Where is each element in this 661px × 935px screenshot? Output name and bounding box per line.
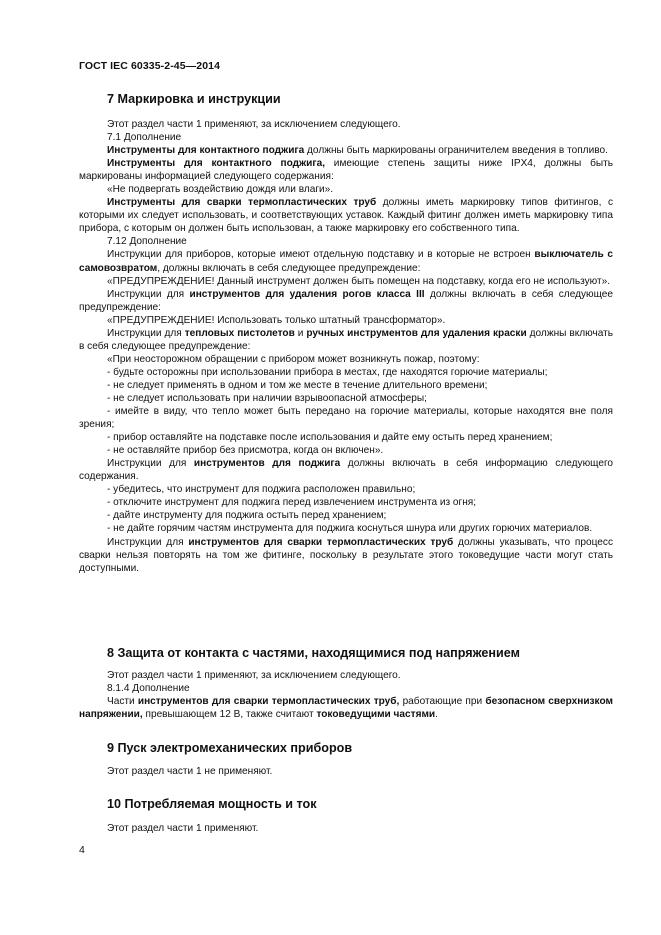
paragraph xyxy=(79,196,613,235)
term: тепловых пистолетов xyxy=(184,327,295,339)
text: Части xyxy=(107,696,138,708)
section-7-body xyxy=(79,118,613,575)
text: Инструкции для xyxy=(107,536,189,548)
list-item: - не дайте горячим частям инструмента для поджига коснуться шнура или других горючих материалов. xyxy=(107,523,593,535)
term: Инструменты для контактного поджига, xyxy=(107,158,326,170)
term: Инструменты для контактного поджига xyxy=(107,145,305,157)
text: Инструкции для приборов, которые имеют отдельную подставку и в которые не встроен xyxy=(107,249,535,261)
term: инструментов для поджига xyxy=(193,458,341,470)
list-item: - прибор оставляйте на подставке после использования и дайте ему остыть перед хранением; xyxy=(107,432,553,444)
text: работающие при xyxy=(399,696,486,708)
list-item: - отключите инструмент для поджига перед извлечением инструмента из огня; xyxy=(107,497,477,509)
subclause-7-1: 7.1 Дополнение xyxy=(107,132,182,144)
section-8-intro: Этот раздел части 1 применяют, за исключением следующего. xyxy=(107,670,401,681)
section-8-body xyxy=(79,669,613,721)
term: ручных инструментов для удаления краски xyxy=(306,327,527,339)
quote: «ПРЕДУПРЕЖДЕНИЕ! Использовать только штатный трансформатор». xyxy=(107,314,446,326)
section-10-body xyxy=(79,822,613,835)
term: Инструменты для сварки термопластических труб xyxy=(107,197,377,209)
section-10-intro: Этот раздел части 1 применяют. xyxy=(107,823,259,834)
document-code: ГОСТ IEC 60335-2-45—2014 xyxy=(79,60,221,72)
section-9-intro: Этот раздел части 1 не применяют. xyxy=(107,766,273,777)
paragraph xyxy=(79,457,613,483)
quote: «ПРЕДУПРЕЖДЕНИЕ! Данный инструмент должен быть помещен на подставку, когда его не используют». xyxy=(107,275,611,287)
list-item: - не следует использовать при наличии взрывоопасной атмосферы; xyxy=(107,392,427,404)
subclause-7-12: 7.12 Дополнение xyxy=(107,236,187,248)
section-8-title: 8 Защита от контакта с частями, находящимися под напряжением xyxy=(107,646,520,660)
subclause-8-1-4: 8.1.4 Дополнение xyxy=(107,683,190,695)
text: превышающем 12 В, также считают xyxy=(142,709,317,721)
paragraph xyxy=(79,327,613,353)
text: и xyxy=(294,327,307,339)
term: токоведущими частями xyxy=(316,709,436,721)
term: безопасном сверхнизком напряжении, xyxy=(79,696,613,721)
text: должны включать в себя следующее предупреждение: xyxy=(79,327,614,352)
text: Инструкции для xyxy=(107,458,194,470)
term: инструментов для удаления рогов класса III xyxy=(189,288,425,300)
quote: «Не подвергать воздействию дождя или влаги». xyxy=(107,184,334,196)
section-7-intro: Этот раздел части 1 применяют, за исключением следующего. xyxy=(107,119,401,130)
list-item: «При неосторожном обращении с прибором может возникнуть пожар, поэтому: xyxy=(107,353,480,365)
text: Инструкции для xyxy=(107,327,185,339)
paragraph xyxy=(79,248,613,274)
paragraph xyxy=(79,144,613,157)
text: должны включать в себя следующее предупреждение: xyxy=(79,288,614,313)
text: должны быть маркированы ограничителем введения в топливо. xyxy=(304,145,608,157)
paragraph xyxy=(79,536,613,575)
term: выключатель с самовозвратом xyxy=(79,249,613,274)
paragraph xyxy=(79,157,613,183)
section-7-title: 7 Маркировка и инструкции xyxy=(107,92,281,106)
paragraph xyxy=(79,288,613,314)
term: инструментов для сварки термопластических труб, xyxy=(137,696,400,708)
list-item: - будьте осторожны при использовании прибора в местах, где находятся горючие материалы; xyxy=(107,366,548,378)
list-item: - убедитесь, что инструмент для поджига расположен правильно; xyxy=(107,484,416,496)
text: . xyxy=(435,709,438,721)
list-item: - не оставляйте прибор без присмотра, когда он включен». xyxy=(107,445,384,457)
text: должны иметь маркировку типов фитингов, с которыми их следует использовать, и соответствующих уставок. Каждый фитинг должен иметь маркировку типа прибора, с которым он должен быть использован, а также маркировку его собственного типа. xyxy=(79,197,613,235)
text: имеющие степень защиты ниже IPX4, должны быть маркированы информацией следующего содержания: xyxy=(79,158,613,183)
page-number: 4 xyxy=(79,844,85,856)
list-item: - не следует применять в одном и том же месте в течение длительного времени; xyxy=(107,379,488,391)
text: , должны включать в себя следующее предупреждение: xyxy=(157,262,421,274)
term: инструментов для сварки термопластических труб xyxy=(188,536,454,548)
list-item: - дайте инструменту для поджига остыть перед хранением; xyxy=(107,510,387,522)
paragraph xyxy=(79,695,613,721)
text: должны включать в себя информацию следующего содержания. xyxy=(79,458,614,483)
list-item: - имейте в виду, что тепло может быть передано на горючие материалы, которые находятся вне поля зрения; xyxy=(79,406,613,431)
text: Инструкции для xyxy=(107,288,190,300)
section-9-title: 9 Пуск электромеханических приборов xyxy=(107,741,353,755)
section-10-title: 10 Потребляемая мощность и ток xyxy=(107,797,317,811)
section-9-body xyxy=(79,765,613,778)
text: должны указывать, что процесс сварки нельзя повторять на том же фитинге, поскольку в результате этого токоведущие части могут стать доступными. xyxy=(79,536,613,574)
